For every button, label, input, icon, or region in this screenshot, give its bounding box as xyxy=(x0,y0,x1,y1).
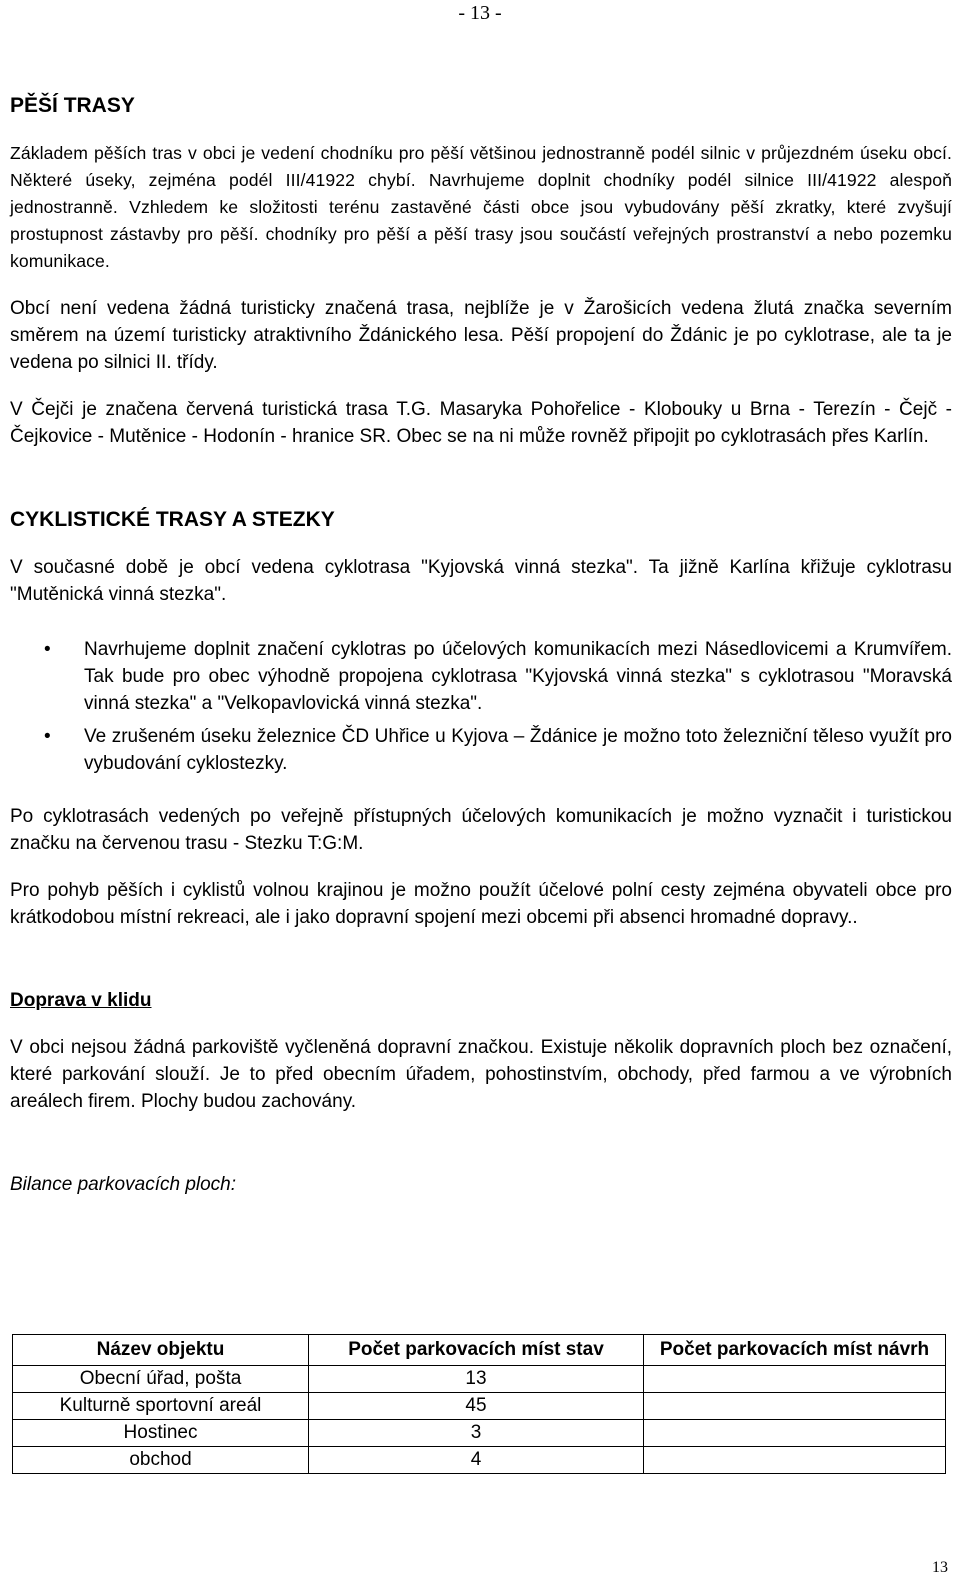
bullet-icon: • xyxy=(44,726,51,747)
column-header-name: Název objektu xyxy=(13,1335,309,1366)
bullet-list-cyklo xyxy=(10,636,952,777)
column-header-current: Počet parkovacích míst stav xyxy=(309,1335,644,1366)
table-cell: 45 xyxy=(309,1393,644,1420)
column-header-proposal: Počet parkovacích míst návrh xyxy=(644,1335,946,1366)
list-item xyxy=(10,636,952,717)
paragraph-pesi-3: V Čejči je značena červená turistická trasa T.G. Masaryka Pohořelice - Klobouky u Brna - Terezín - Čejč - Čejkovice - Mutěnice - Hodonín - hranice SR. Obec se na ni může rovněž připojit po cyklotrasách přes Karlín. xyxy=(10,399,952,447)
heading-pesi-trasy: PĚŠÍ TRASY xyxy=(10,94,135,117)
table-header-row xyxy=(13,1335,946,1366)
page-number-bottom: 13 xyxy=(932,1559,948,1576)
table-row xyxy=(13,1393,946,1420)
document-body xyxy=(10,92,952,1198)
heading-doprava-v-klidu: Doprava v klidu xyxy=(10,990,152,1011)
bullet-icon: • xyxy=(44,639,51,660)
parking-table xyxy=(12,1334,946,1474)
paragraph-pesi-1: Základem pěších tras v obci je vedení chodníku pro pěší většinou jednostranně podél silnic v průjezdném úseku obcí. Některé úseky, zejména podél III/41922 chybí. Navrhujeme doplnit chodníky podél silnice III/41922 alespoň jednostranně. Vzhledem ke složitosti terénu zastavěné části obce jsou vybudovány pěší zkratky, které zvyšují prostupnost zástavby pro pěší. chodníky pro pěší a pěší trasy jsou součástí veřejných prostranství a nebo pozemku komunikace. xyxy=(10,143,952,271)
table-cell: obchod xyxy=(13,1447,309,1474)
table-cell xyxy=(644,1420,946,1447)
table-cell: 3 xyxy=(309,1420,644,1447)
list-item xyxy=(10,723,952,777)
paragraph-cyklo-1: V současné době je obcí vedena cyklotrasa "Kyjovská vinná stezka". Ta jižně Karlína křižuje cyklotrasu "Mutěnická vinná stezka". xyxy=(10,557,952,605)
table-cell xyxy=(644,1447,946,1474)
table-row xyxy=(13,1420,946,1447)
list-item-text: Ve zrušeném úseku železnice ČD Uhřice u Kyjova – Ždánice je možno toto železniční těleso využít pro vybudování cyklostezky. xyxy=(84,726,952,774)
table-cell: Kulturně sportovní areál xyxy=(13,1393,309,1420)
paragraph-cyklo-3: Pro pohyb pěších i cyklistů volnou krajinou je možno použít účelové polní cesty zejména obyvateli obce pro krátkodobou místní rekreaci, ale i jako dopravní spojení mezi obcemi při absenci hromadné dopravy.. xyxy=(10,880,952,928)
table-cell: 13 xyxy=(309,1366,644,1393)
table-cell: 4 xyxy=(309,1447,644,1474)
page-number-top: - 13 - xyxy=(458,2,502,24)
paragraph-pesi-2: Obcí není vedena žádná turisticky značená trasa, nejblíže je v Žarošicích vedena žlutá značka severním směrem na území turisticky atraktivního Ždánického lesa. Pěší propojení do Ždánic je po cyklotrase, ale ta je vedena po silnici II. třídy. xyxy=(10,298,952,373)
list-item-text: Navrhujeme doplnit značení cyklotras po účelových komunikacích mezi Násedlovicemi a Krumvířem. Tak bude pro obec výhodně propojena cyklotrasa "Kyjovská vinná stezka" s cyklotrasou "Moravská vinná stezka" a "Velkopavlovická vinná stezka". xyxy=(84,639,952,714)
table-caption: Bilance parkovacích ploch: xyxy=(10,1174,237,1195)
paragraph-klid-1: V obci nejsou žádná parkoviště vyčleněná dopravní značkou. Existuje několik dopravních ploch bez označení, které parkování slouží. Je to před obecním úřadem, pohostinstvím, obchody, před farmou a ve výrobních areálech firem. Plochy budou zachovány. xyxy=(10,1037,952,1112)
table-cell: Obecní úřad, pošta xyxy=(13,1366,309,1393)
table-cell xyxy=(644,1366,946,1393)
table-cell xyxy=(644,1393,946,1420)
heading-cyklisticke-trasy: CYKLISTICKÉ TRASY A STEZKY xyxy=(10,508,335,531)
table-row xyxy=(13,1447,946,1474)
table-row xyxy=(13,1366,946,1393)
paragraph-cyklo-2: Po cyklotrasách vedených po veřejně přístupných účelových komunikacích je možno vyznačit i turistickou značku na červenou trasu - Stezku T:G:M. xyxy=(10,806,952,854)
table-cell: Hostinec xyxy=(13,1420,309,1447)
